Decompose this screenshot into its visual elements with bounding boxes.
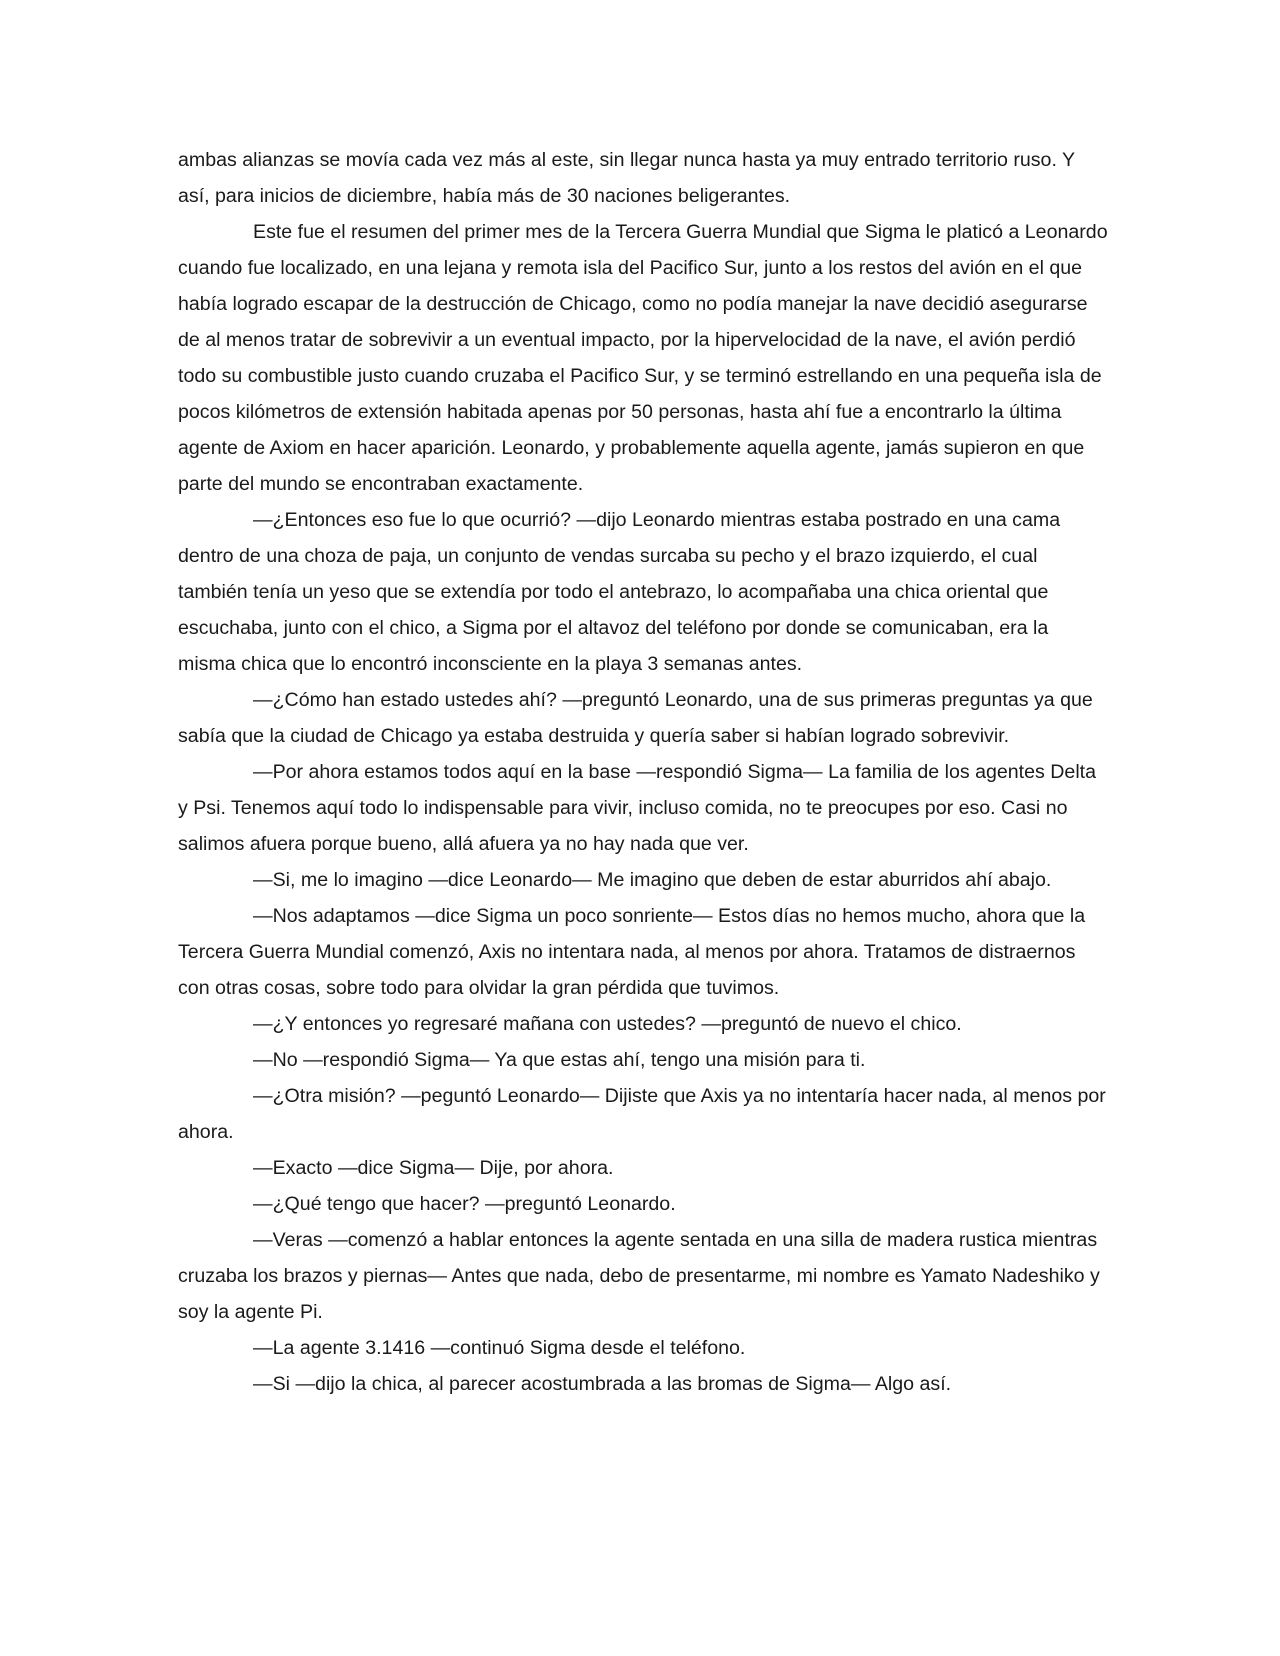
paragraph: ―No ―respondió Sigma― Ya que estas ahí, tengo una misión para ti. [253, 1049, 866, 1071]
paragraph: ―¿Otra misión? ―peguntó Leonardo― Dijiste que Axis ya no intentaría hacer nada, al menos por ahora. [178, 1085, 1106, 1143]
paragraph: ambas alianzas se movía cada vez más al este, sin llegar nunca hasta ya muy entrado territorio ruso. Y así, para inicios de diciembre, había más de 30 naciones beligerantes. [178, 149, 1075, 207]
document-body [178, 142, 1108, 1402]
paragraph: ―¿Cómo han estado ustedes ahí? ―preguntó Leonardo, una de sus primeras preguntas ya que sabía que la ciudad de Chicago ya estaba destruida y quería saber si habían logrado sobrevivir. [178, 689, 1093, 747]
paragraph: Este fue el resumen del primer mes de la Tercera Guerra Mundial que Sigma le platicó a Leonardo cuando fue localizado, en una lejana y remota isla del Pacifico Sur, junto a los restos del avión en el que había logrado escapar de la destrucción de Chicago, como no podía manejar la nave decidió asegurarse de al menos tratar de sobrevivir a un eventual impacto, por la hipervelocidad de la nave, el avión perdió todo su combustible justo cuando cruzaba el Pacifico Sur, y se terminó estrellando en una pequeña isla de pocos kilómetros de extensión habitada apenas por 50 personas, hasta ahí fue a encontrarlo la última agente de Axiom en hacer aparición. Leonardo, y probablemente aquella agente, jamás supieron en que parte del mundo se encontraban exactamente. [178, 221, 1108, 495]
paragraph: ―Por ahora estamos todos aquí en la base ―respondió Sigma― La familia de los agentes Delta y Psi. Tenemos aquí todo lo indispensable para vivir, incluso comida, no te preocupes por eso. Casi no salimos afuera porque bueno, allá afuera ya no hay nada que ver. [178, 761, 1097, 855]
paragraph: ―Si ―dijo la chica, al parecer acostumbrada a las bromas de Sigma― Algo así. [253, 1373, 952, 1395]
paragraph: ―¿Qué tengo que hacer? ―preguntó Leonardo. [253, 1193, 676, 1215]
paragraph: ―¿Entonces eso fue lo que ocurrió? ―dijo Leonardo mientras estaba postrado en una cama dentro de una choza de paja, un conjunto de vendas surcaba su pecho y el brazo izquierdo, el cual también tenía un yeso que se extendía por todo el antebrazo, lo acompañaba una chica oriental que escuchaba, junto con el chico, a Sigma por el altavoz del teléfono por donde se comunicaban, era la misma chica que lo encontró inconsciente en la playa 3 semanas antes. [178, 509, 1061, 675]
paragraph: ―Veras ―comenzó a hablar entonces la agente sentada en una silla de madera rustica mientras cruzaba los brazos y piernas― Antes que nada, debo de presentarme, mi nombre es Yamato Nadeshiko y soy la agente Pi. [178, 1229, 1100, 1323]
paragraph: ―Exacto ―dice Sigma― Dije, por ahora. [253, 1157, 614, 1179]
paragraph: ―Nos adaptamos ―dice Sigma un poco sonriente― Estos días no hemos mucho, ahora que la Tercera Guerra Mundial comenzó, Axis no intentara nada, al menos por ahora. Tratamos de distraernos con otras cosas, sobre todo para olvidar la gran pérdida que tuvimos. [178, 905, 1086, 999]
paragraph: ―La agente 3.1416 ―continuó Sigma desde el teléfono. [253, 1337, 746, 1359]
paragraph: ―¿Y entonces yo regresaré mañana con ustedes? ―preguntó de nuevo el chico. [253, 1013, 962, 1035]
paragraph: ―Si, me lo imagino ―dice Leonardo― Me imagino que deben de estar aburridos ahí abajo. [253, 869, 1052, 891]
